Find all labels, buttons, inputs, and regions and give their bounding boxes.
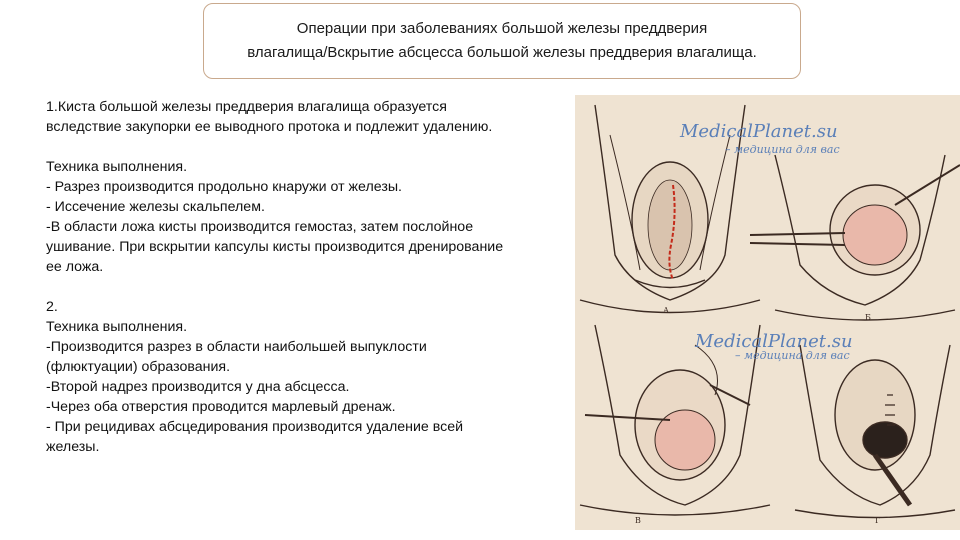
text-line: железы. bbox=[46, 439, 100, 455]
text-line: вследствие закупорки ее выводного протока и подлежит удалению. bbox=[46, 119, 493, 135]
illustration-svg bbox=[575, 95, 960, 530]
text-line: 1.Киста большой железы преддверия влагалища образуется bbox=[46, 99, 447, 115]
text-line: - При рецидивах абсцедирования производится удаление всей bbox=[46, 419, 464, 435]
watermark-top-sub: – медицина для вас bbox=[725, 143, 840, 156]
surgical-illustration bbox=[575, 95, 960, 530]
text-line: Техника выполнения. bbox=[46, 319, 188, 335]
illustration-background bbox=[575, 95, 960, 530]
text-line: - Разрез производится продольно кнаружи от железы. bbox=[46, 179, 402, 195]
text-line: ушивание. При вскрытии капсулы кисты производится дренирование bbox=[46, 239, 504, 255]
watermark-top: MedicalPlanet.su bbox=[680, 121, 838, 142]
text-line: -Производится разрез в области наибольшей выпуклости bbox=[46, 339, 427, 355]
text-line: -Через оба отверстия проводится марлевый дренаж. bbox=[46, 399, 396, 415]
panel-label-a: А bbox=[663, 306, 670, 315]
watermark-mid: MedicalPlanet.su bbox=[695, 331, 853, 352]
text-line: (флюктуации) образования. bbox=[46, 359, 231, 375]
title-line-2: влагалища/Вскрытие абсцесса большой железы преддверия влагалища. bbox=[247, 44, 757, 61]
panel-label-b: Б bbox=[865, 313, 871, 322]
text-line: ее ложа. bbox=[46, 259, 104, 275]
title-line-1: Операции при заболеваниях большой железы преддверия bbox=[296, 20, 708, 37]
paragraph-gap bbox=[46, 277, 576, 297]
text-line: 2. bbox=[46, 299, 58, 315]
panel-label-v: В bbox=[635, 516, 641, 525]
text-line: -Второй надрез производится у дна абсцесса. bbox=[46, 379, 350, 395]
paragraph-gap bbox=[46, 137, 576, 157]
body-text bbox=[46, 97, 576, 457]
text-line: Техника выполнения. bbox=[46, 159, 188, 175]
text-line: - Иссечение железы скальпелем. bbox=[46, 199, 265, 215]
title-box bbox=[203, 3, 801, 79]
panel-label-g: Г bbox=[875, 516, 881, 525]
watermark-mid-sub: – медицина для вас bbox=[735, 349, 850, 362]
text-line: -В области ложа кисты производится гемостаз, затем послойное bbox=[46, 219, 474, 235]
